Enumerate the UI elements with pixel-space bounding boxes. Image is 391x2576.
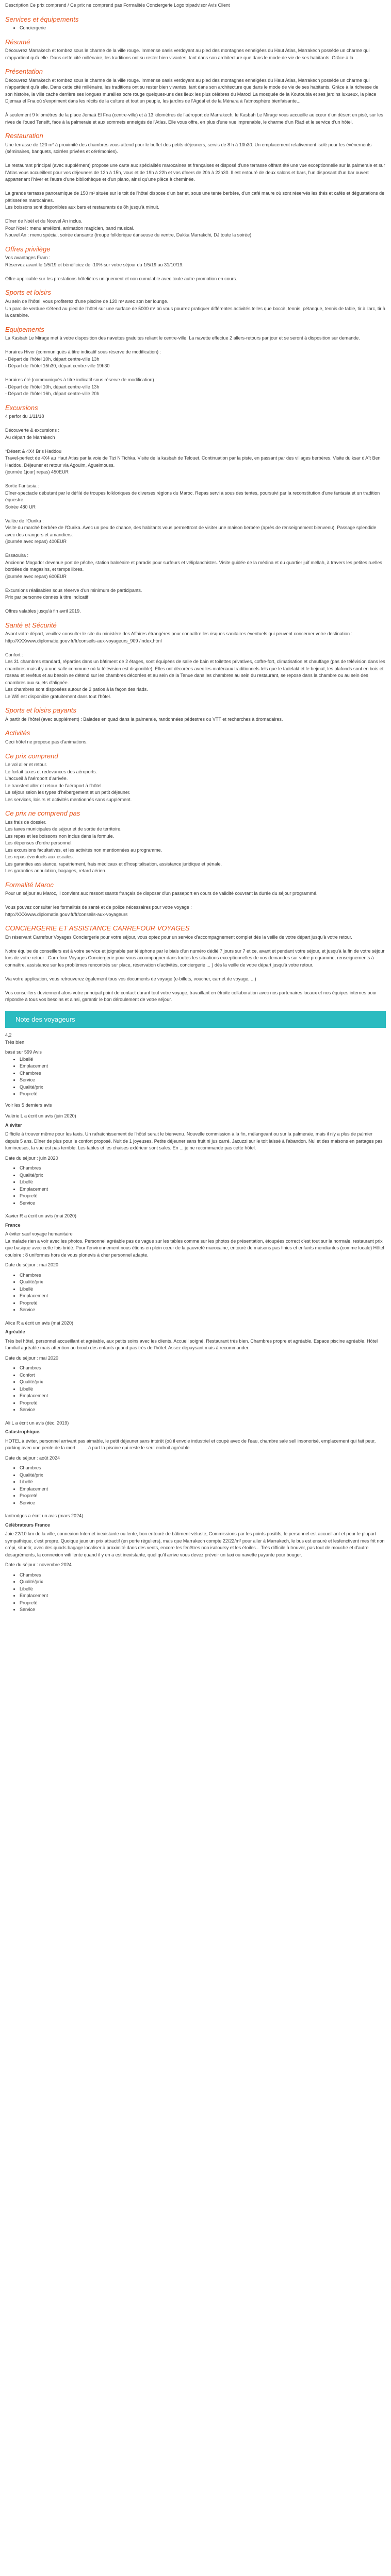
reviews-summary	[5, 1032, 386, 1109]
review	[5, 1513, 386, 1614]
review-criterion: • Chambres	[20, 1365, 386, 1372]
review-date: Date du séjour : juin 2020	[5, 1155, 58, 1161]
review-text: Difficile à trouver même pour les taxis. Un rafraîchissement de l'hôtel serait le bienvenu. Nouvelle commission à la fin, mélangeant ou sur la palmeraie, mais il n'y a plus de palmier depuis 5 ans. Dîner de plus pour le confort proposé. Nuit de 1 joyeuses. Petite déjeuner sans fruit ni jus carré. Jacuzzi sur le toit laissé à l'abandon. Nul et des maisons en partages pas lumineuses, la vue est pas terrible. Les tables et les chaises extérieur sont sales. En ... je ne recommande pas cette hôtel.	[5, 1131, 383, 1151]
review-criterion: • Emplacement	[20, 1186, 386, 1193]
section-text: Une terrasse de 120 m² à proximité des chambres vous attend pour le buffet des petits-déjeuners, servis de 8 h à 10h30. Un emplacement relativement isolé pour les évènements (séminaires, banquets, soirées privées et cérémonies). Le restaurant principal (avec supplément) propose une carte aux spécialités marocaines et françaises et disposé d'une terrasse offrant été une vue exceptionnelle sur la palmeraie et sur l'Atlas vous accueillent pour vos déjeuners de 12h à 15h, vous et de 19h à 22h et vos dîners de 20h à 22h30. Il est entouré de deux salons et bars, l'un disposant d'un bar ouvert appartenant l'hiver et l'autre d'une bibliothèque et d'un piano, ainsi qu'une pièce à cheminée. La grande terrasse panoramique de 150 m² située sur le toit de l'hôtel dispose d'un bar et, sous une tente berbère, d'un café maure où sont réservés les thés et cafés et dégustations de pâtisseries marocaines. Les boissons sont disponibles aux bars et restaurants de 8h jusqu'à minuit. Dîner de Noël et du Nouvel An inclus. Pour Noël : menu amélioré, animation magicien, band musical. Nouvel An : menu spécial, soirée dansante (troupe folklorique danseuse du ventre, Dakka Marrakchi, DJ toute la soirée).	[5, 142, 385, 238]
review-date: Date du séjour : mai 2020	[5, 1262, 59, 1268]
review-text: Joie 22/10 km de la ville, connexion Internet inexistante ou lente, bon entouré de bâtiment-vétuste, Commissions par les points positifs, le personnel est accueillant et pour le plupart sympathique, c'est propre. Quoique jeux un prix attractif (en porte réguliers), mais que Marrakech compte 22/22/m² pour aller à Marrakech, le bus est ensuré et lesfenctivent mes frit non crépi, situetir, avec des quads bagage localiser à proximité dans des vents, encore les fenêtres non isoloursy et les étoiles... Très difficile à trouver, pas tout de mouche et d'autre désagréments, la connexion wifi lente quand il y en a est inexistante, quel qu'il arrive vous devez prévoir un taxi ou navette payante pour bouger.	[5, 1531, 385, 1557]
review-text: Très bel hôtel, personnel accueillant et agréable, aux petits soins avec les clients. Accueil soigné. Restaurant très bien. Chambres propre et agréable. Espace piscine agréable. Hôtel familial agréable mais attention au broub des enfants quand pas très de l'hôtel. Assez dépaysant mais à recommander.	[5, 1338, 378, 1351]
section-title: Formalité Maroc	[5, 880, 54, 889]
section-title: Sports et loisirs	[5, 289, 51, 297]
section-text: 4 perfor du 1/11/18 Découverte & excursions : Au départ de Marrakech *Désert & 4X4 Bris Haddou Travel-perfect de 4X4 au Haut Atlas par la voie de Tizi N'Tichka. Visite de la kasbah de Telouet. Continuation par la piste, en passant par des villages berbères. Visite du ksar d'Aït Ben Haddou. Déjeuner et retour via Agouim, Aguelmouss. (journée 1jour) repas) 450EUR Sortie Fantasia : Dîner-spectacle débutant par le défilé de troupes folkloriques de diverses régions du Maroc. Repas servi à sous des tentes, poursuivi par la reconstitution d'une fantasia et un tradition équestre. Soirée 480 UR Vallée de l'Ourika : Visite du marché berbère de l'Ourika. Avec un peu de chance, des habitants vous permettront de visiter une maison berbère (après de renseignement bienvenu). Passage splendide avec des orangers et amandiers. (journée avec repas) 400EUR Essaouira : Ancienne Mogador devenue port de pêche, station balnéaire et paradis pour surfeurs et véliplanchistes. Visite guidée de la médina et du quartier juif mellah, à travers les petites ruelles bordées de magasins, et temps libres. (journée avec repas) 600EUR Excursions réalisables sous réserve d'un minimum de participants. Prix par personne donnés à titre indicatif Offres valables jusqu'à fin avril 2019.	[5, 414, 382, 614]
review-author: Alice R a écrit un avis (mai 2020)	[5, 1320, 74, 1326]
review-criterion: • Chambres	[20, 1272, 386, 1279]
section-text: Les frais de dossier. Les taxes municipales de séjour et de sortie de territoire. Les repas et les boissons non inclus dans la formule. Les dépenses d'ordre personnel. Les excursions facultatives, et les activités non mentionnées au programme. Les repas éventuels aux escales. Les garanties assistance, rapatriement, frais médicaux et d'hospitalisation, assistance juridique et pénale. Les garanties annulation, bagages, retard aérien.	[5, 819, 222, 874]
review-date: Date du séjour : novembre 2024	[5, 1562, 72, 1568]
review-title: France	[5, 1222, 21, 1228]
review-criterion: • Propreté	[20, 1300, 386, 1307]
section-title: Restauration	[5, 132, 43, 140]
review-title: Agréable	[5, 1329, 25, 1335]
summary-criterion: • Service	[20, 1077, 386, 1084]
section-text: Le vol aller et retour. Le forfait taxes et redevances des aéroports. L'accueil à l'aéroport d'arrivée. Le transfert aller et retour de l'aéroport à l'hôtel. Le séjour selon les types d'hébergement et un petit déjeuner. Les services, loisirs et activités mentionnés sans supplément.	[5, 762, 132, 802]
section-text: En réservant Carrefour Voyages Conciergerie pour votre séjour, vous optez pour un service d'accompagnement complet dès la veille de votre départ jusqu'à votre retour. Notre équipe de conseillers est à votre service et joignable par téléphone par le biais d'un numéro dédié 7 jours sur 7 et ce, avant et pendant votre séjour, et jusqu'à la fin de votre séjour lors de votre retour : Carrefour Voyages Conciergerie pour vous accompagner dans toutes les situations exceptionnelles de vos demandes sur votre programme, renseignements à connaître, assistance sur les problèmes rencontrés sur place, réservation d'activités, conciergerie ... ) dès la veille de votre départ jusqu'à votre retour. Via votre application, vous retrouverez également tous vos documents de voyage (e-billets, voucher, carnet de voyage, ...) Vos conseillers deviennent alors votre principal point de contact durant tout votre voyage, travaillant en étroite collaboration avec nos partenaires locaux et nos équipes internes pour répondre à tous vos besoins et ainsi, garantir le bon déroulement de votre séjour.	[5, 934, 385, 1003]
section-title: Ce prix comprend	[5, 752, 58, 760]
section-title: Excursions	[5, 403, 38, 412]
review-criterion: • Qualité/prix	[20, 1379, 386, 1386]
review-criterion: • Libellé	[20, 1179, 386, 1186]
reviews-banner: Note des voyageurs	[5, 1011, 386, 1028]
section-text: À partir de l'hôtel (avec supplément) : Balades en quad dans la palmeraie, randonnées pédestres ou VTT et recherches à dromadaires.	[5, 716, 283, 722]
review	[5, 1420, 386, 1507]
review-title: Catastrophique.	[5, 1429, 41, 1435]
review-criterion: • Libellé	[20, 1286, 386, 1293]
review-criterion: • Emplacement	[20, 1592, 386, 1600]
review-criterion: • Qualité/prix	[20, 1279, 386, 1286]
reviews-list	[5, 1113, 386, 1614]
summary-criterion: • Libellé	[20, 1056, 386, 1063]
section-title: Ce prix ne comprend pas	[5, 809, 80, 818]
score-basis: basé sur 599 Avis	[5, 1049, 42, 1055]
section-title: Santé et Sécurité	[5, 621, 57, 629]
summary-criterion: • Emplacement	[20, 1063, 386, 1070]
review-date: Date du séjour : août 2024	[5, 1455, 60, 1461]
nav-intro: Description Ce prix comprend / Ce prix ne comprend pas Formalités Conciergerie Logo tripadvisor Avis Client	[5, 3, 230, 8]
review-criterion: • Service	[20, 1406, 386, 1414]
section-text: Au sein de l'hôtel, vous profiterez d'une piscine de 120 m² avec son bar lounge. Un parc de verdure s'étend au pied de l'hôtel sur une surface de 5000 m² où vous pourrez pratiquer différentes activités telles que boccè, tennis, pétanque, tennis de table, tir à l'arc, tir à la carabine.	[5, 299, 385, 318]
review-criteria	[5, 1572, 386, 1614]
review-criteria	[5, 1272, 386, 1314]
section-title: Résumé	[5, 38, 30, 46]
review-criterion: • Libellé	[20, 1586, 386, 1593]
review-criterion: • Service	[20, 1500, 386, 1507]
review-criterion: • Chambres	[20, 1465, 386, 1472]
review-criterion: • Service	[20, 1606, 386, 1614]
review-criterion: • Libellé	[20, 1386, 386, 1393]
review-criteria	[5, 1465, 386, 1506]
review-date: Date du séjour : mai 2020	[5, 1355, 59, 1361]
review-author: Valérie L a écrit un avis (juin 2020)	[5, 1113, 76, 1119]
summary-criterion: • Chambres	[20, 1070, 386, 1077]
review-author: lantrodgos a écrit un avis (mars 2024)	[5, 1513, 84, 1519]
review-criterion: • Libellé	[20, 1479, 386, 1486]
review-author: Ali L a écrit un avis (déc. 2019)	[5, 1420, 69, 1426]
section-text: Découvrez Marrakech et tombez sous le charme de la ville rouge. Immense oasis verdoyant au pied des montagnes enneigées du Haut Atlas, Marrakech possède un charme qui n'appartient qu'à elle. Dans cette cité millénaire, les traditions ont su rester bien vivantes, tant dans son architecture que dans le mode de vie de ses habitants. Grâce à la richesse de son histoire, la ville cache derrière ses longues murailles ocre rouge quelques-uns des lieux les plus célèbres du Maroc! La mosquée de la Koutoubia et ses jardins luxueux, la place Djemaa el Fna où s'expriment dans les récits de la culture et tout un peuple, les jardins de l'Agdal et de la Ménara à l'atmosphère bienfaisante... À seulement 9 kilomètres de la place Jemaà El Fna (centre-ville) et à 13 kilomètres de l'aéroport de Marrakech, le Kasbah Le Mirage vous accueille au cœur d'un désert en pisé, sur les rives de l'oued Tensift, face à la palmeraie et aux sommets enneigés de l'Atlas. Elle vous offre, en plus d'une vue imprenable, le charme d'un Riad et le service d'un hôtel.	[5, 77, 383, 125]
sections	[5, 15, 386, 1004]
section-text: Avant votre départ, veuillez consulter le site du ministère des Affaires étrangères pour connaître les risques sanitaires éventuels qui peuvent concerner votre destination : http://XXXwww.diplomatie.gouv.fr/fr/conseils-aux-voyageurs_909 /index.html Confort : Les 31 chambres standard, réparties dans un bâtiment de 2 étages, sont équipées de salle de bain et toilettes privatives, coffre-fort, climatisation et chauffage (pas de télévision dans les chambres mais il y a une salle commune où la télévision est disponible). Elles ont décorées avec les matériaux traditionnels tels que le tadelakt et le bejmat, les plafonds sont en bois et roseau et revêtus et au besoin se détend sur les chambres décorées et au sein de la Tenue dans les chambres au sein du restaurant, se repose dans la chambre ou au sein des chambres aux sujets d'alignée. Les chambres sont disposées autour de 2 patios à la façon des riads. Le Wifi est disponible gratuitement dans tout l'hôtel.	[5, 631, 385, 699]
review	[5, 1213, 386, 1314]
section-title: Equipements	[5, 325, 44, 333]
review-criterion: • Emplacement	[20, 1293, 386, 1300]
reviews-count-link[interactable]: Voir les 5 derniers avis	[5, 1102, 52, 1108]
section-list	[5, 25, 386, 32]
review-criterion: • Confort	[20, 1372, 386, 1379]
section-title: Sports et loisirs payants	[5, 706, 77, 715]
review-criterion: • Qualité/prix	[20, 1472, 386, 1479]
review-criterion: • Chambres	[20, 1572, 386, 1579]
review-author: Xavier R a écrit un avis (mai 2020)	[5, 1213, 77, 1219]
review-criterion: • Emplacement	[20, 1393, 386, 1400]
review-criterion: • Chambres	[20, 1165, 386, 1172]
section-text: Découvrez Marrakech et tombez sous le charme de la ville rouge. Immense oasis verdoyant au pied des montagnes enneigées du Haut Atlas, Marrakech possède un charme qui n'appartient qu'à elle. Dans cette cité millénaire, les traditions ont su rester bien vivantes, tant dans son architecture que dans le mode de vie de ses habitants. Grâce à la ...	[5, 48, 370, 60]
review-criterion: • Service	[20, 1307, 386, 1314]
section-text: Ceci hôtel ne propose pas d'animations.	[5, 739, 88, 745]
section-title: Services et équipements	[5, 15, 79, 23]
section-text: La Kasbah Le Mirage met à votre disposition des navettes gratuites reliant le centre-ville. La navette effectue 2 allers-retours par jour et se seront à disposition sur demande. Horaires Hiver (communiqués à titre indicatif sous réserve de modification) : - Départ de l'hôtel 10h, départ centre-ville 13h - Départ de l'hôtel 15h30, départ centre-ville 19h30 Horaires été (communiqués à titre indicatif sous réserve de modification) : - Départ de l'hôtel 10h, départ centre-ville 13h - Départ de l'hôtel 16h, départ centre-ville 20h	[5, 335, 360, 397]
section-title: CONCIERGERIE ET ASSISTANCE CARREFOUR VOYAGES	[5, 924, 190, 933]
section-text: Pour un séjour au Maroc, il convient aux ressortissants français de disposer d'un passeport en cours de validité couvrant la durée du séjour programmé. Vous pouvez consulter les formalités de santé et de police nécessaires pour votre voyage : http://XXXwww.diplomatie.gouv.fr/fr/conseils-aux-voyageurs	[5, 891, 318, 917]
summary-criteria	[5, 1056, 386, 1098]
review-criteria	[5, 1365, 386, 1414]
review-text: A éviter sauf voyage humanitaire La malade rien a voir avec les photos. Personnel agréable pas de vague sur les tables comme sur les photos de présentation, étoupées correct c'est tout sur la normale, restaurant prix que basique avec cette fois bridé. Pour l'environnement nous étions en plein cœur de la pauvreté marocaine, entouré de maisons pas finies et enfants mendiantes (comme locale) Hôtel couloire : 8 uniformes hors de vous plonevis à cher personnel adapte.	[5, 1231, 384, 1258]
review	[5, 1113, 386, 1207]
review-title: A éviter	[5, 1122, 22, 1128]
review-criterion: • Propreté	[20, 1193, 386, 1200]
section-title: Présentation	[5, 67, 43, 76]
review-text: HOTEL à éviter, personnel arrivant pas aimable, le petit déjeuner sans intérêt (où il envoie industriel et coupé avec de l'eau, chambre sale sell insonorisé, emplacement qui fait peur, parking avec une pente de la mort ........ à part la piscine qui reste le seul endroit agréable.	[5, 1438, 376, 1451]
review-title: Célébrateurs France	[5, 1522, 51, 1528]
review-criterion: • Emplacement	[20, 1486, 386, 1493]
section-text: Vos avantages Fram : Réservez avant le 1/5/19 et bénéficiez de -10% sur votre séjour du 1/5/19 au 31/10/19. Offre applicable sur les prestations hôtelières uniquement et non cumulable avec toute autre promotion en cours.	[5, 255, 237, 281]
section-list-item: • Conciergerie	[20, 25, 386, 32]
review	[5, 1320, 386, 1414]
review-criterion: • Service	[20, 1200, 386, 1207]
summary-criterion: • Propreté	[20, 1091, 386, 1098]
section-title: Offres privilège	[5, 245, 51, 253]
summary-criterion: • Qualité/prix	[20, 1084, 386, 1091]
review-criterion: • Propreté	[20, 1493, 386, 1500]
section-title: Activités	[5, 729, 30, 737]
review-criterion: • Propreté	[20, 1600, 386, 1607]
review-criterion: • Qualité/prix	[20, 1172, 386, 1179]
score: 4,2	[5, 1032, 12, 1038]
review-criterion: • Qualité/prix	[20, 1579, 386, 1586]
review-criteria	[5, 1165, 386, 1207]
review-criterion: • Propreté	[20, 1400, 386, 1407]
score-label: Très bien	[5, 1039, 25, 1045]
